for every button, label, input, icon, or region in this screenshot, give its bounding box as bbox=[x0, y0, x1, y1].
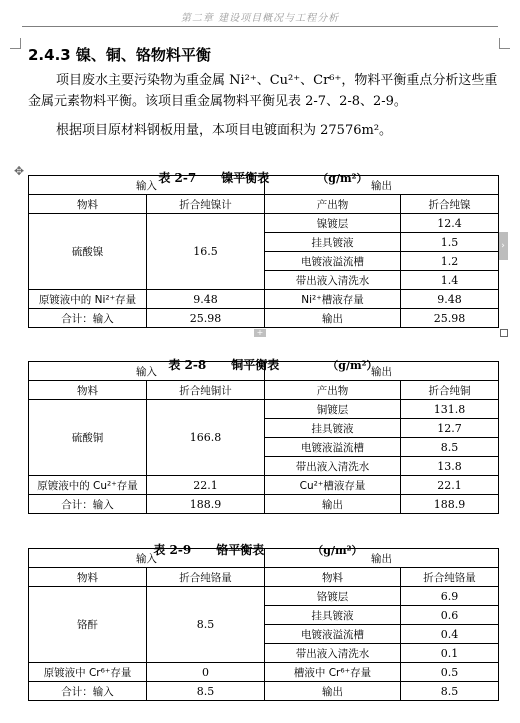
stock-in-name: 原镀液中 Cr⁶⁺存量 bbox=[29, 663, 147, 682]
col-product: 产出物 bbox=[265, 195, 401, 214]
stock-in-value: 0 bbox=[147, 663, 265, 682]
output-name: 电镀液溢流槽 bbox=[265, 252, 401, 271]
stock-out-value: 22.1 bbox=[401, 476, 499, 495]
table-row bbox=[29, 176, 499, 195]
table-row bbox=[29, 381, 499, 400]
table-row bbox=[29, 195, 499, 214]
output-name: 挂具镀液 bbox=[265, 419, 401, 438]
stock-out-name: Ni²⁺槽液存量 bbox=[265, 290, 401, 309]
output-name: 镍镀层 bbox=[265, 214, 401, 233]
total-in-value: 188.9 bbox=[147, 495, 265, 514]
main-input-name: 硫酸铜 bbox=[29, 400, 147, 476]
output-name: 电镀液溢流槽 bbox=[265, 438, 401, 457]
total-in-name: 合计：输入 bbox=[29, 495, 147, 514]
table-2-7-unit: （g/m²） bbox=[317, 172, 368, 185]
output-header: 输出 bbox=[265, 176, 499, 195]
stock-in-value: 22.1 bbox=[147, 476, 265, 495]
stock-out-value: 0.5 bbox=[401, 663, 499, 682]
output-value: 1.2 bbox=[401, 252, 499, 271]
table-row bbox=[29, 568, 499, 587]
stock-in-name: 原镀液中的 Ni²⁺存量 bbox=[29, 290, 147, 309]
total-in-name: 合计：输入 bbox=[29, 682, 147, 701]
main-input-value: 16.5 bbox=[147, 214, 265, 290]
input-header: 输入 bbox=[29, 362, 265, 381]
chromium-balance-table bbox=[28, 548, 499, 701]
output-value: 0.6 bbox=[401, 606, 499, 625]
output-name: 铜镀层 bbox=[265, 400, 401, 419]
total-out-name: 输出 bbox=[265, 495, 401, 514]
table-row bbox=[29, 400, 499, 419]
output-name: 挂具镀液 bbox=[265, 606, 401, 625]
crop-mark-right bbox=[499, 38, 510, 49]
output-value: 6.9 bbox=[401, 587, 499, 606]
total-in-name: 合计：输入 bbox=[29, 309, 147, 328]
main-input-name: 铬酐 bbox=[29, 587, 147, 663]
output-value: 12.7 bbox=[401, 419, 499, 438]
table-row bbox=[29, 290, 499, 309]
table-2-7-caption: 表 2-7 镍平衡表 bbox=[158, 171, 270, 185]
total-out-name: 输出 bbox=[265, 682, 401, 701]
output-value: 0.1 bbox=[401, 644, 499, 663]
col-amount-out: 折合纯铜 bbox=[401, 381, 499, 400]
output-name: 电镀液溢流槽 bbox=[265, 625, 401, 644]
table-resize-handle[interactable] bbox=[500, 329, 508, 337]
output-value: 12.4 bbox=[401, 214, 499, 233]
table-2-9-unit: （g/m²） bbox=[312, 544, 363, 557]
paragraph-pollutants: 项目废水主要污染物为重金属 Ni²⁺、Cu²⁺、Cr⁶⁺，物料平衡重点分析这些重金属元素物料平衡。该项目重金属物料平衡见表 2-7、2-8、2-9。 bbox=[28, 73, 498, 109]
insert-row-plus-icon[interactable]: + bbox=[254, 329, 266, 337]
total-in-value: 25.98 bbox=[147, 309, 265, 328]
output-value: 13.8 bbox=[401, 457, 499, 476]
copper-balance-table bbox=[28, 361, 499, 514]
output-header: 输出 bbox=[265, 362, 499, 381]
stock-out-name: 槽液中 Cr⁶⁺存量 bbox=[265, 663, 401, 682]
table-move-handle-icon[interactable]: ✥ bbox=[14, 164, 25, 178]
output-value: 0.4 bbox=[401, 625, 499, 644]
total-out-name: 输出 bbox=[265, 309, 401, 328]
col-amount-in: 折合纯镍计 bbox=[147, 195, 265, 214]
col-amount-in: 折合纯铬量 bbox=[147, 568, 265, 587]
stock-in-value: 9.48 bbox=[147, 290, 265, 309]
section-title: 2.4.3 镍、铜、铬物料平衡 bbox=[28, 46, 211, 64]
col-material: 物料 bbox=[29, 195, 147, 214]
table-row bbox=[29, 495, 499, 514]
col-product: 产出物 bbox=[265, 381, 401, 400]
col-amount-in: 折合纯铜计 bbox=[147, 381, 265, 400]
table-2-8-caption: 表 2-8 铜平衡表 bbox=[168, 358, 280, 372]
table-row bbox=[29, 476, 499, 495]
table-row bbox=[29, 682, 499, 701]
col-material: 物料 bbox=[29, 381, 147, 400]
table-2-9-caption: 表 2-9 铬平衡表 bbox=[153, 543, 265, 557]
stock-in-name: 原镀液中的 Cu²⁺存量 bbox=[29, 476, 147, 495]
page-header-text: 第二章 建设项目概况与工程分析 bbox=[180, 13, 340, 24]
input-header: 输入 bbox=[29, 176, 265, 195]
output-value: 131.8 bbox=[401, 400, 499, 419]
col-amount-out: 折合纯镍 bbox=[401, 195, 499, 214]
table-row bbox=[29, 549, 499, 568]
main-input-value: 8.5 bbox=[147, 587, 265, 663]
table-row bbox=[29, 587, 499, 606]
stock-out-name: Cu²⁺槽液存量 bbox=[265, 476, 401, 495]
total-out-value: 8.5 bbox=[401, 682, 499, 701]
crop-mark-left bbox=[10, 38, 21, 49]
page-header bbox=[22, 4, 498, 27]
output-name: 带出液入清洗水 bbox=[265, 271, 401, 290]
col-material: 物料 bbox=[29, 568, 147, 587]
output-value: 8.5 bbox=[401, 438, 499, 457]
stock-out-value: 9.48 bbox=[401, 290, 499, 309]
output-value: 1.4 bbox=[401, 271, 499, 290]
side-scroll-tab[interactable]: › bbox=[498, 232, 508, 260]
output-value: 1.5 bbox=[401, 233, 499, 252]
table-2-8-unit: （g/m²） bbox=[327, 359, 378, 372]
output-name: 挂具镀液 bbox=[265, 233, 401, 252]
table-row bbox=[29, 362, 499, 381]
nickel-balance-table bbox=[28, 175, 499, 328]
total-out-value: 25.98 bbox=[401, 309, 499, 328]
table-row bbox=[29, 663, 499, 682]
main-input-name: 硫酸镍 bbox=[29, 214, 147, 290]
total-in-value: 8.5 bbox=[147, 682, 265, 701]
col-product: 物料 bbox=[265, 568, 401, 587]
output-name: 带出液入清洗水 bbox=[265, 644, 401, 663]
table-row bbox=[29, 214, 499, 233]
main-input-value: 166.8 bbox=[147, 400, 265, 476]
output-header: 输出 bbox=[265, 549, 499, 568]
input-header: 输入 bbox=[29, 549, 265, 568]
output-name: 带出液入清洗水 bbox=[265, 457, 401, 476]
table-row bbox=[29, 309, 499, 328]
output-name: 铬镀层 bbox=[265, 587, 401, 606]
paragraph-plating-area: 根据项目原材料钢板用量，本项目电镀面积为 27576m²。 bbox=[56, 123, 393, 138]
total-out-value: 188.9 bbox=[401, 495, 499, 514]
col-amount-out: 折合纯铬量 bbox=[401, 568, 499, 587]
